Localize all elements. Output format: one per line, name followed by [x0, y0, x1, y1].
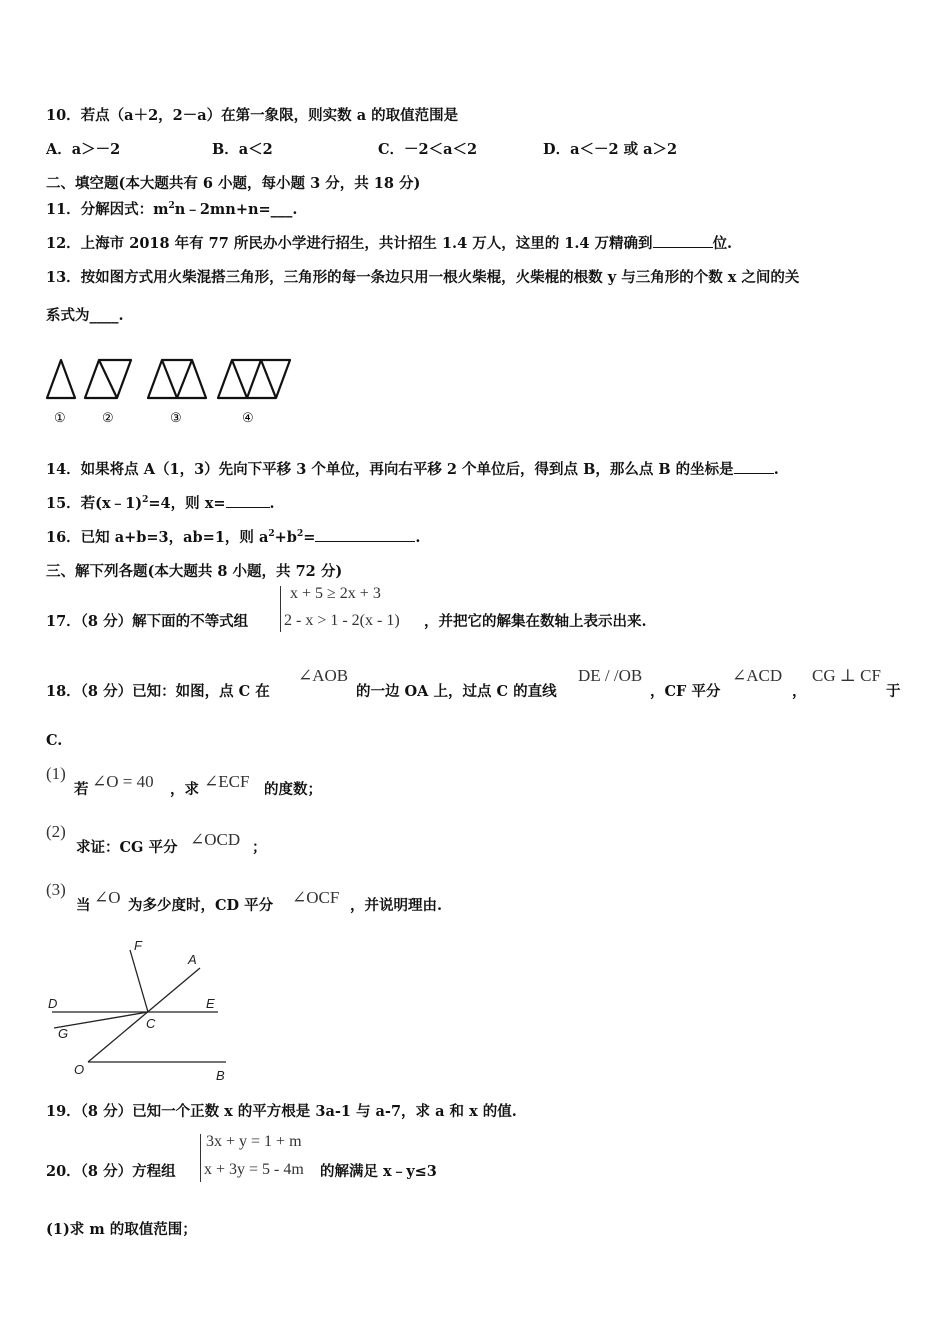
- answer-blank: [226, 495, 270, 508]
- option-d: D．a＜－2 或 a＞2: [543, 141, 678, 158]
- figure-label-1: ①: [54, 410, 66, 425]
- question-20-part-1: (1)求 m 的取值范围；: [46, 1221, 197, 1238]
- part-3-angle-ocf: ∠OCF: [292, 888, 340, 907]
- option-a: A．a＞－2: [46, 141, 121, 158]
- part-3-text-a: 当: [76, 897, 91, 914]
- question-18-cont: C.: [46, 732, 63, 749]
- question-18-label: 18．（8 分）已知：如图，点 C 在: [46, 683, 270, 700]
- question-13-cont: 系式为____.: [46, 307, 124, 324]
- inequality-2: 2 - x > 1 - 2(x - 1): [284, 612, 400, 629]
- option-c: C．－2＜a＜2: [378, 141, 478, 158]
- part-2-text-a: 求证：CG 平分: [76, 839, 178, 856]
- question-12: 12．上海市 2018 年有 77 所民办小学进行招生，共计招生 1.4 万人，这里的 1.4 万精确到 位.: [46, 235, 733, 252]
- question-17-instruction: ，并把它的解集在数轴上表示出来.: [424, 613, 647, 630]
- ray-oa: [88, 968, 200, 1062]
- label-o: O: [74, 1062, 85, 1077]
- figure-label-3: ③: [170, 410, 182, 425]
- perp-cg-cf: CG ⊥ CF: [812, 666, 881, 685]
- question-20-label: 20．（8 分）方程组: [46, 1163, 176, 1180]
- part-1-text-a: 若: [74, 781, 89, 798]
- question-18-text-4: ，: [792, 683, 807, 700]
- part-1-text-c: 的度数；: [264, 781, 322, 798]
- question-18-text-5: 于: [886, 683, 901, 700]
- angle-aob: ∠AOB: [298, 666, 349, 685]
- question-19: 19．（8 分）已知一个正数 x 的平方根是 3a-1 与 a-7，求 a 和 x 的值.: [46, 1103, 517, 1120]
- ray-cf: [130, 950, 148, 1012]
- part-3-number: (3): [46, 880, 66, 899]
- question-18-text-2: 的一边 OA 上，过点 C 的直线: [356, 683, 557, 700]
- label-g: G: [58, 1026, 69, 1041]
- question-17-label: 17．（8 分）解下面的不等式组: [46, 613, 249, 630]
- label-e: E: [206, 996, 215, 1011]
- option-b: B．a＜2: [212, 141, 273, 158]
- inequality-1: x + 5 ≥ 2x + 3: [290, 585, 381, 602]
- label-f: F: [134, 938, 142, 953]
- part-1-angle-o: ∠O = 40: [92, 772, 154, 791]
- figure-label-2: ②: [102, 410, 114, 425]
- label-b: B: [216, 1068, 225, 1083]
- part-2-angle-ocd: ∠OCD: [190, 830, 241, 849]
- part-3-angle-o: ∠O: [94, 888, 121, 907]
- answer-blank: [653, 235, 713, 248]
- section-3-heading: 三、解下列各题(本大题共 8 小题，共 72 分): [46, 563, 343, 580]
- label-a: A: [188, 952, 197, 967]
- section-2-heading: 二、填空题(本大题共有 6 小题，每小题 3 分，共 18 分): [46, 175, 421, 192]
- question-15: 15．若(x﹣1)$^2$=4，则 x= .: [46, 495, 275, 512]
- part-1-angle-ecf: ∠ECF: [204, 772, 250, 791]
- label-d: D: [48, 996, 58, 1011]
- question-13: 13．按如图方式用火柴混搭三角形，三角形的每一条边只用一根火柴棍，火柴棍的根数 y 与三角形的个数 x 之间的关: [46, 269, 800, 286]
- answer-blank: [315, 529, 415, 542]
- angle-geometry-figure: [40, 936, 240, 1086]
- equation-2: x + 3y = 5 - 4m: [204, 1161, 304, 1178]
- matchstick-triangles-figure: [40, 354, 300, 428]
- question-16: 16．已知 a+b=3，ab=1，则 $a^2+b^2=$ .: [46, 529, 421, 546]
- part-3-text-b: 为多少度时，CD 平分: [128, 897, 274, 914]
- question-10: 10．若点（a＋2，2－a）在第一象限，则实数 a 的取值范围是: [46, 107, 459, 124]
- equation-1: 3x + y = 1 + m: [206, 1133, 302, 1150]
- question-18-text-3: ，CF 平分: [650, 683, 721, 700]
- answer-blank: [734, 461, 774, 474]
- angle-acd: ∠ACD: [732, 666, 783, 685]
- system-brace: [200, 1134, 201, 1182]
- part-2-number: (2): [46, 822, 66, 841]
- figure-3-trapezoid: [148, 360, 206, 398]
- question-14: 14．如果将点 A（1，3）先向下平移 3 个单位，再向右平移 2 个单位后，得到点 B，那么点 B 的坐标是 .: [46, 461, 779, 478]
- part-1-number: (1): [46, 764, 66, 783]
- question-20-condition: 的解满足 x﹣y≤3: [320, 1163, 437, 1180]
- parallel-de-ob: DE / /OB: [578, 666, 643, 685]
- label-c: C: [146, 1016, 156, 1031]
- question-11: 11．分解因式：$m^2n﹣2mn+n=\_\_\_$.: [46, 201, 298, 218]
- part-1-text-b: ，求: [170, 781, 199, 798]
- part-3-text-c: ，并说明理由.: [350, 897, 443, 914]
- system-brace: [280, 586, 281, 632]
- figure-label-4: ④: [242, 410, 254, 425]
- part-2-text-b: ；: [252, 839, 267, 856]
- figure-1-triangle: [47, 360, 75, 398]
